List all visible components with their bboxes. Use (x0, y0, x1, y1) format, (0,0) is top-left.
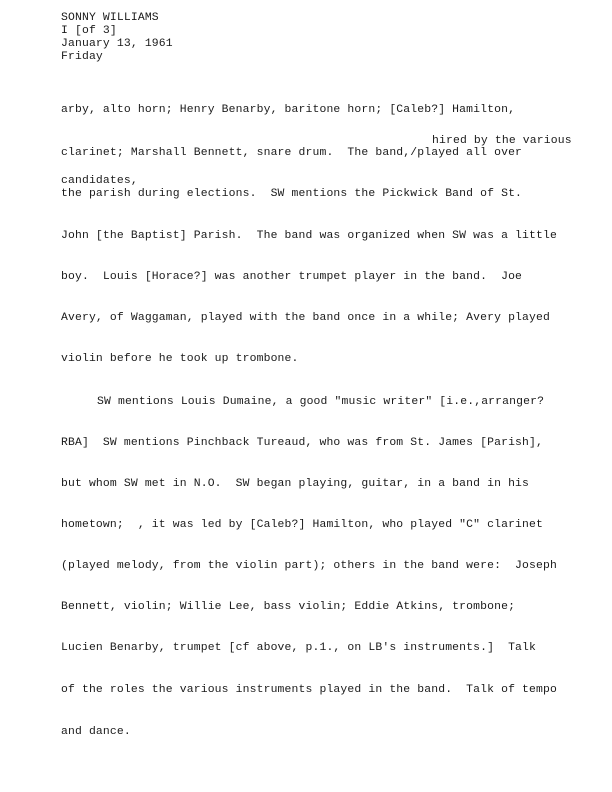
body-line-16: and dance. (61, 726, 131, 738)
header-name: SONNY WILLIAMS (61, 12, 159, 24)
body-line-11: hometown; , it was led by [Caleb?] Hamilton, who played "C" clarinet (61, 519, 543, 531)
body-line-9: RBA] SW mentions Pinchback Tureaud, who was from St. James [Parish], (61, 437, 543, 449)
body-line-2: clarinet; Marshall Bennett, snare drum. The band,/played all over (61, 147, 523, 159)
body-line-1: arby, alto horn; Henry Benarby, baritone horn; [Caleb?] Hamilton, (61, 104, 516, 116)
insertion-candidates: candidates, (61, 175, 138, 187)
header-weekday: Friday (61, 51, 103, 63)
body-line-12: (played melody, from the violin part); others in the band were: Joseph (61, 560, 557, 572)
body-line-8: SW mentions Louis Dumaine, a good "music writer" [i.e.,arranger? (97, 396, 545, 408)
body-line-15: of the roles the various instruments played in the band. Talk of tempo (61, 684, 557, 696)
body-line-6: Avery, of Waggaman, played with the band once in a while; Avery played (61, 312, 550, 324)
header-date: January 13, 1961 (61, 38, 173, 50)
body-line-14: Lucien Benarby, trumpet [cf above, p.1., on LB's instruments.] Talk (61, 642, 537, 654)
body-line-10: but whom SW met in N.O. SW began playing, guitar, in a band in his (61, 478, 530, 490)
insertion-hired: hired by the various (432, 135, 572, 147)
body-line-7: violin before he took up trombone. (61, 353, 299, 365)
body-line-13: Bennett, violin; Willie Lee, bass violin; Eddie Atkins, trombone; (61, 601, 516, 613)
header-reel: I [of 3] (61, 25, 117, 37)
body-line-4: John [the Baptist] Parish. The band was organized when SW was a little (61, 230, 557, 242)
body-line-3: the parish during elections. SW mentions the Pickwick Band of St. (61, 188, 523, 200)
body-line-5: boy. Louis [Horace?] was another trumpet player in the band. Joe (61, 271, 523, 283)
